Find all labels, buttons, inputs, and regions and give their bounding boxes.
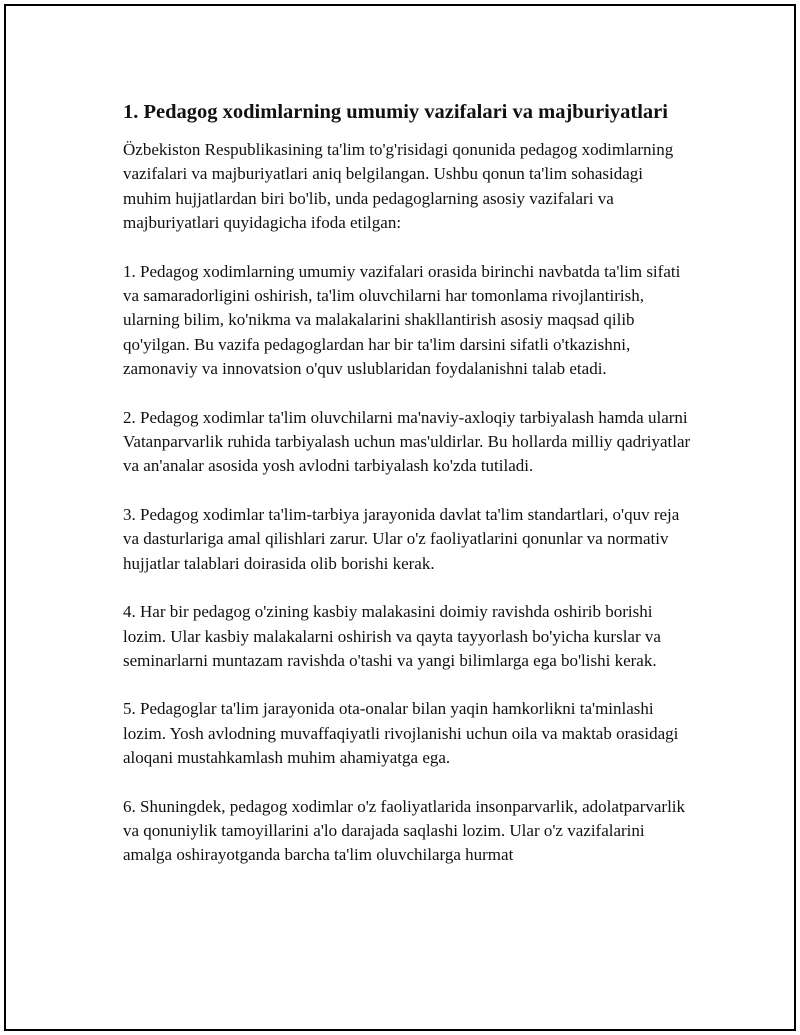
- paragraph-item-5: 5. Pedagoglar ta'lim jarayonida ota-onalar bilan yaqin hamkorlikni ta'minlashi lozim. Yosh avlodning muvaffaqiyatli rivojlanishi uchun oila va maktab orasidagi aloqani mustahkamlash muhim ahamiyatga ega.: [123, 699, 679, 768]
- document-body: [123, 98, 695, 892]
- page-frame: [4, 4, 796, 1031]
- page-title: 1. Pedagog xodimlarning umumiy vazifalari va majburiyatlari: [123, 101, 668, 123]
- paragraph-item-1: 1. Pedagog xodimlarning umumiy vazifalari orasida birinchi navbatda ta'lim sifati va samaradorligini oshirish, ta'lim oluvchilarni har tomonlama rivojlantirish, ularning bilim, ko'nikma va malakalarini shakllantirish asosiy maqsad qilib qo'yilgan. Bu vazifa pedagoglardan har bir ta'lim darsini sifatli o'tkazishni, zamonaviy va innovatsion o'quv uslublaridan foydalanishni talab etadi.: [123, 261, 681, 379]
- paragraph-item-2: 2. Pedagog xodimlar ta'lim oluvchilarni ma'naviy-axloqiy tarbiyalash hamda ularni Vatanparvarlik ruhida tarbiyalash uchun mas'uldirlar. Bu hollarda milliy qadriyatlar va an'analar asosida yosh avlodni tarbiyalash ko'zda tutiladi.: [123, 407, 691, 476]
- intro-paragraph: Özbekiston Respublikasining ta'lim to'g'risidagi qonunida pedagog xodimlarning vazifalari va majburiyatlari aniq belgilangan. Ushbu qonun ta'lim sohasidagi muhim hujjatlardan biri bo'lib, unda pedagoglarning asosiy vazifalari va majburiyatlari quyidagicha ifoda etilgan:: [123, 140, 674, 233]
- paragraph-item-4: 4. Har bir pedagog o'zining kasbiy malakasini doimiy ravishda oshirib borishi lozim. Ular kasbiy malakalarni oshirish va qayta tayyorlash bo'yicha kurslar va seminarlarni muntazam ravishda o'tashi va yangi bilimlarga ega bo'lishi kerak.: [123, 602, 661, 670]
- paragraph-item-3: 3. Pedagog xodimlar ta'lim-tarbiya jarayonida davlat ta'lim standartlari, o'quv reja va dasturlariga amal qilishlari zarur. Ular o'z faoliyatlarini qonunlar va normativ hujjatlar talablari doirasida olib borishi kerak.: [123, 504, 680, 573]
- paragraph-item-6: 6. Shuningdek, pedagog xodimlar o'z faoliyatlarida insonparvarlik, adolatparvarlik va qonuniylik tamoyillarini a'lo darajada saqlashi lozim. Ular o'z vazifalarini amalga oshirayotganda barcha ta'lim oluvchilarga hurmat: [123, 796, 686, 865]
